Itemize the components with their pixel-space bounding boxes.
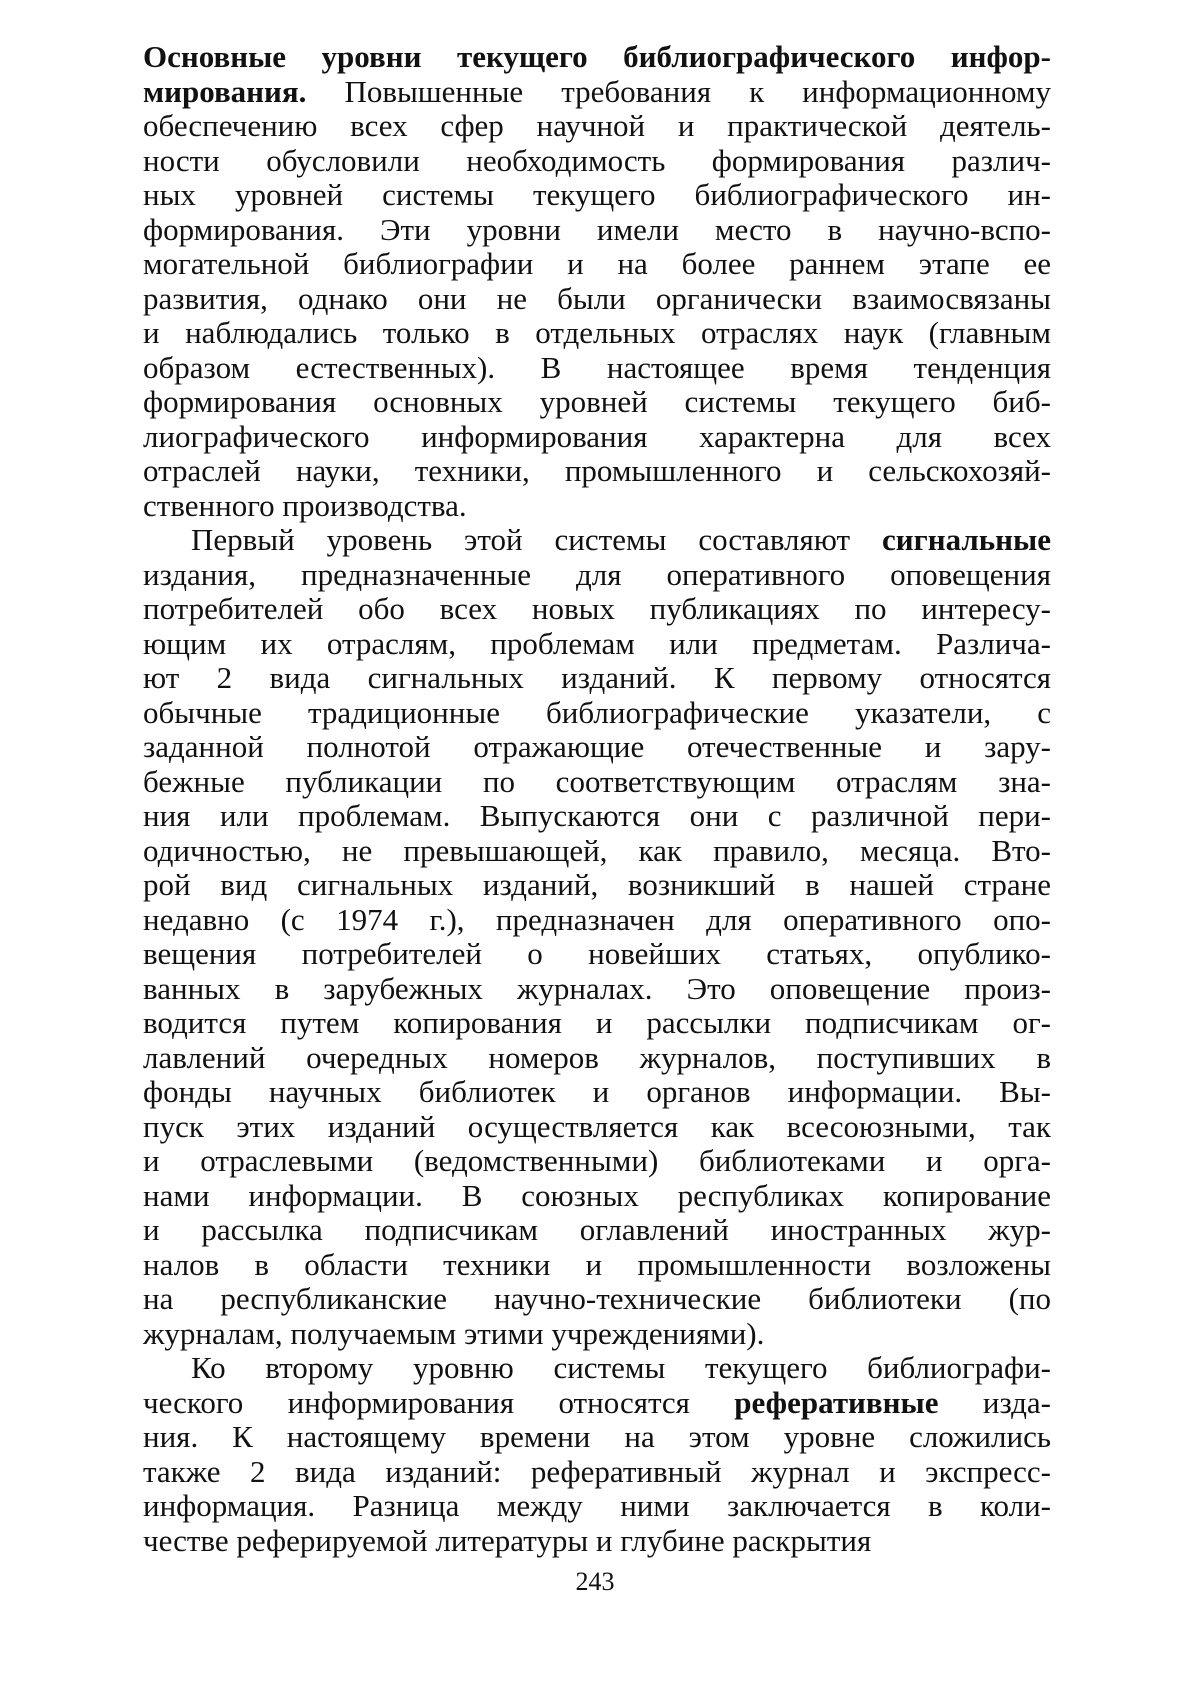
text-line: рой вид сигнальных изданий, возникший в нашей стране [143,867,1051,902]
bold-term: реферативные [734,1384,939,1420]
page-body [143,40,1051,1558]
text-line: обеспечению всех сфер научной и практической деятель- [143,108,1051,143]
text-line: лиографического информирования характерна для всех [143,418,1051,454]
text-line: ющим их отраслям, проблемам или предметам. Различа- [143,625,1051,661]
text-line: издания, предназначенные для оперативного оповещения [143,556,1051,592]
bold-term: сигнальные [882,522,1051,557]
paragraph-1 [143,40,1051,523]
bold-term: мирования. [143,73,307,109]
text-line: честве реферируемой литературы и глубине раскрытия [143,1522,872,1558]
text-line [143,40,1051,75]
text-line: журналам, получаемым этими учреждениями). [143,1315,765,1351]
text-line: также 2 вида изданий: реферативный журнал и экспресс- [143,1453,1051,1489]
text-line: могательной библиографии и на более раннем этапе ее [143,246,1051,281]
text-line: ния. К настоящему времени на этом уровне сложились [143,1419,1051,1454]
text-line: обычные традиционные библиографические указатели, с [143,694,1051,730]
paragraph-3 [143,1351,1051,1558]
text-line: ванных в зарубежных журналах. Это оповещение произ- [143,970,1051,1006]
text-line: водится путем копирования и рассылки подписчикам ог- [143,1005,1051,1040]
text-line: пуск этих изданий осуществляется как всесоюзными, так [143,1108,1051,1144]
text-line: и отраслевыми (ведомственными) библиотеками и орга- [143,1143,1051,1178]
text-line: ности обусловили необходимость формирования различ- [143,142,1051,178]
text-line: заданной полнотой отражающие отечественные и зару- [143,729,1051,764]
text-line: бежные публикации по соответствующим отраслям зна- [143,763,1051,799]
text-line: и рассылка подписчикам оглавлений иностранных жур- [143,1212,1051,1247]
text-line: недавно (с 1974 г.), предназначен для оперативного опо- [143,901,1051,937]
text-line: ют 2 вида сигнальных изданий. К первому относятся [143,660,1051,695]
text-line: Ко второму уровню системы текущего библиографи- [191,1350,1051,1385]
text-line: нами информации. В союзных республиках копирование [143,1177,1051,1213]
text-line: ных уровней системы текущего библиографического ин- [143,177,1051,212]
text-line: фонды научных библиотек и органов информации. Вы- [143,1074,1051,1109]
paragraph-2 [143,523,1051,1351]
text-line: вещения потребителей о новейших статьях, опублико- [143,936,1051,971]
text-line: информация. Разница между ними заключается в коли- [143,1488,1051,1523]
text-line: развития, однако они не были органически взаимосвязаны [143,280,1051,316]
text-line: и наблюдались только в отдельных отраслях наук (главным [143,315,1051,350]
text-line: образом естественных). В настоящее время тенденция [143,349,1051,385]
text-line: ческого информирования относятся реферативные изда- [143,1384,1051,1420]
text-line: отраслей науки, техники, промышленного и сельскохозяй- [143,453,1051,488]
text-line: налов в области техники и промышленности возложены [143,1246,1051,1282]
text-line: мирования. Повышенные требования к информационному [143,73,1051,109]
text-line: лавлений очередных номеров журналов, поступивших в [143,1039,1051,1075]
page-number: 243 [575,1567,615,1596]
text-line: потребителей обо всех новых публикациях по интересу- [143,591,1051,626]
bold-term: Основные уровни текущего библиографического инфор- [143,39,1051,74]
text-line: формирования основных уровней системы текущего биб- [143,384,1051,419]
text-line: Первый уровень этой системы составляют сигнальные [191,522,1051,557]
text-line: одичностью, не превышающей, как правило, месяца. Вто- [143,832,1051,868]
text-line: формирования. Эти уровни имели место в научно-вспо- [143,211,1051,247]
text-line: ния или проблемам. Выпускаются они с различной пери- [143,798,1051,833]
text-line: на республиканские научно-технические библиотеки (по [143,1281,1051,1316]
text-line: ственного производства. [143,487,467,523]
